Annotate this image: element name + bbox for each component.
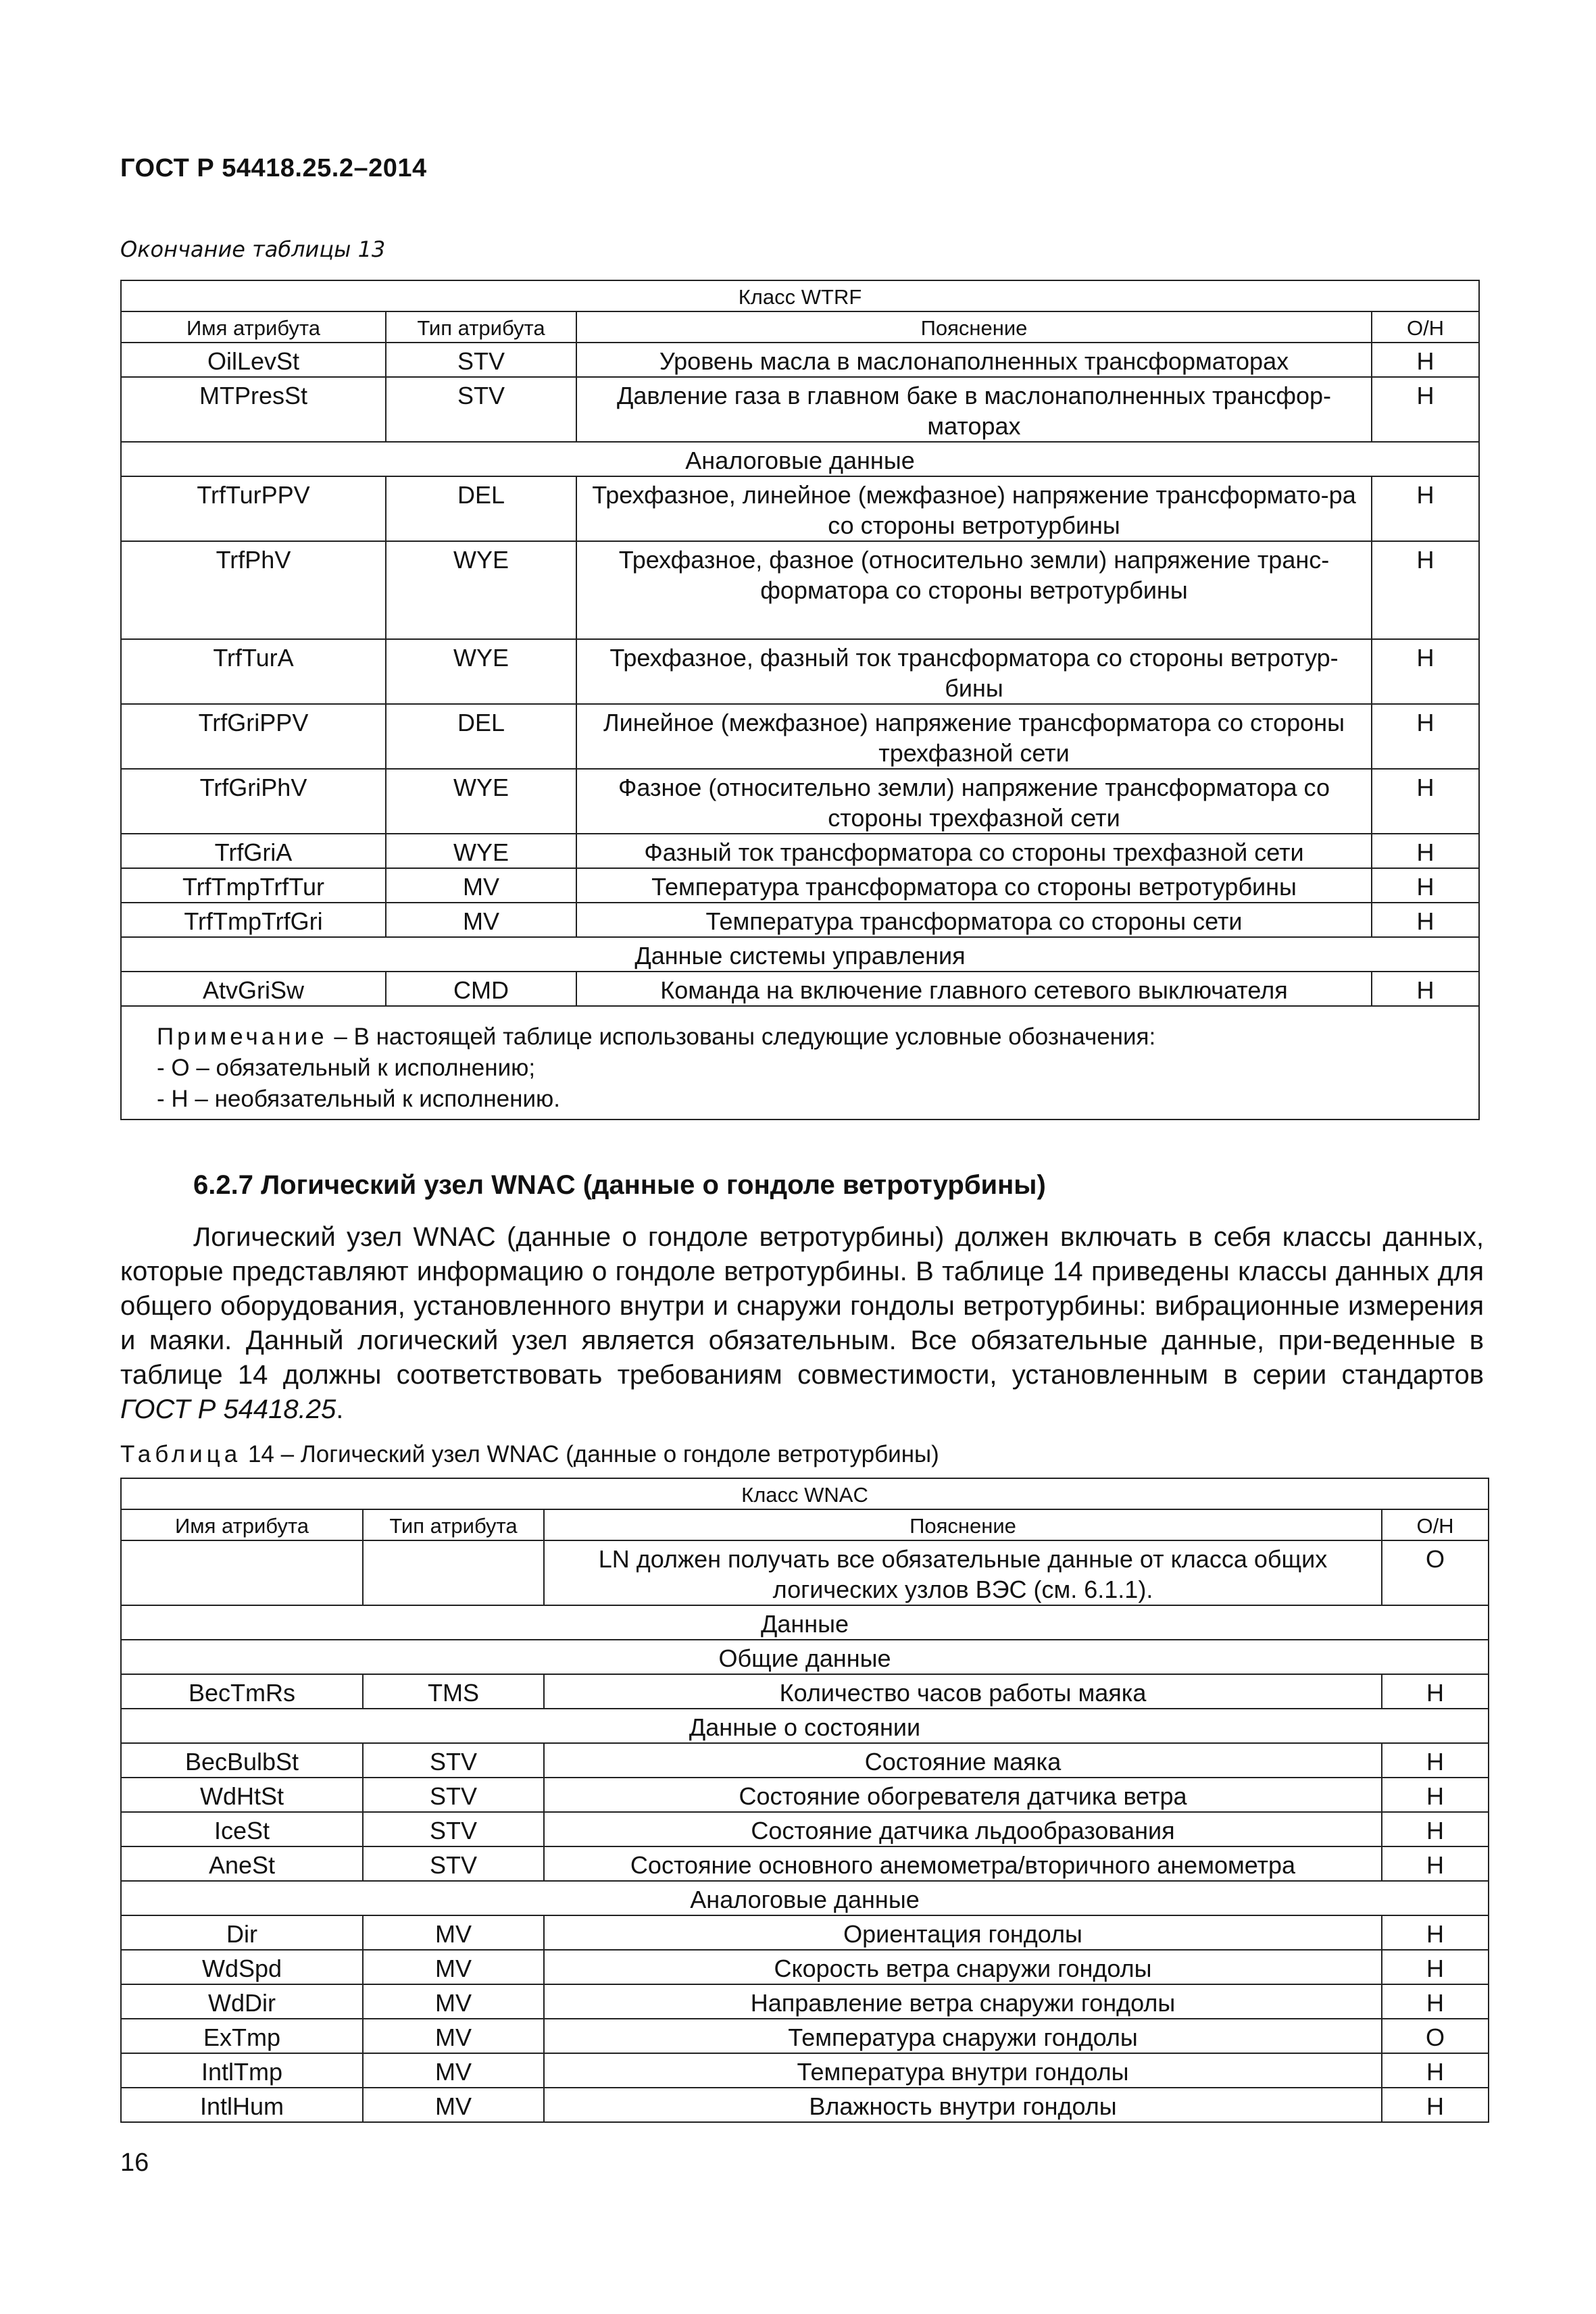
table-row — [121, 834, 1479, 868]
table13-caption: Окончание таблицы 13 — [120, 236, 386, 262]
attr-desc: Температура снаружи гондолы — [544, 2019, 1382, 2053]
attr-mandatory: Н — [1382, 1743, 1489, 1778]
attr-type: STV — [363, 1846, 544, 1881]
attr-type: WYE — [386, 541, 576, 639]
table-row — [121, 1846, 1489, 1881]
attr-type: CMD — [386, 972, 576, 1006]
attr-type: MV — [386, 868, 576, 903]
page-number: 16 — [120, 2148, 149, 2177]
table-row — [121, 1812, 1489, 1846]
attr-type — [363, 1540, 544, 1605]
attr-mandatory: Н — [1372, 476, 1479, 541]
note-line-2: - Н – необязательный к исполнению. — [157, 1086, 560, 1112]
attr-type: MV — [363, 2053, 544, 2088]
note-text: – В настоящей таблице использованы следующие условные обозначения: — [327, 1024, 1156, 1050]
attr-name: TrfGriPhV — [121, 769, 386, 834]
section-row: Данные системы управления — [121, 937, 1479, 972]
attr-desc: Состояние основного анемометра/вторичного анемометра — [544, 1846, 1382, 1881]
attr-desc: Фазный ток трансформатора со стороны трехфазной сети — [576, 834, 1372, 868]
attr-desc: Состояние маяка — [544, 1743, 1382, 1778]
attr-type: STV — [386, 377, 576, 442]
attr-name: TrfTmpTrfGri — [121, 903, 386, 937]
attr-desc: Направление ветра снаружи гондолы — [544, 1984, 1382, 2019]
attr-desc: Ориентация гондолы — [544, 1915, 1382, 1950]
section-row: Данные о состоянии — [121, 1709, 1489, 1743]
attr-type: TMS — [363, 1674, 544, 1709]
table-row — [121, 1778, 1489, 1812]
col-header-name: Имя атрибута — [121, 1509, 363, 1540]
attr-name: IceSt — [121, 1812, 363, 1846]
note-line-1: - О – обязательный к исполнению; — [157, 1055, 536, 1081]
paragraph-text: Логический узел WNAC (данные о гондоле ветротурбины) должен включать в себя классы данных, которые представляют информацию о гондоле ветротурбины. В таблице 14 приведены классы данных для общего оборудования, установленного внутри и снаружи гондолы ветротурбины: вибрационные измерения и маяки. Данный логический узел является обязательным. Все обязательные данные, при-веденные в таблице 14 должны соответствовать требованиям совместимости, установленным в серии стандартов — [120, 1222, 1484, 1390]
attr-type: STV — [363, 1743, 544, 1778]
attr-type: WYE — [386, 639, 576, 704]
attr-name: BecTmRs — [121, 1674, 363, 1709]
col-header-type: Тип атрибута — [363, 1509, 544, 1540]
attr-type: DEL — [386, 704, 576, 769]
attr-type: MV — [363, 2088, 544, 2122]
attr-name: TrfGriPPV — [121, 704, 386, 769]
attr-name: IntlHum — [121, 2088, 363, 2122]
table-row — [121, 343, 1479, 377]
paragraph-end: . — [336, 1394, 344, 1424]
attr-desc: Фазное (относительно земли) напряжение трансформатора со стороны трехфазной сети — [576, 769, 1372, 834]
class-title: Класс WTRF — [121, 280, 1479, 311]
section-paragraph — [120, 1220, 1484, 1427]
col-header-desc: Пояснение — [576, 311, 1372, 343]
table-row — [121, 541, 1479, 639]
attr-type: MV — [363, 2019, 544, 2053]
col-header-mandatory: О/Н — [1372, 311, 1479, 343]
attr-type: MV — [363, 1950, 544, 1984]
attr-type: STV — [363, 1812, 544, 1846]
attr-desc: Трехфазное, линейное (межфазное) напряжение трансформато-ра со стороны ветротурбины — [576, 476, 1372, 541]
attr-desc: Линейное (межфазное) напряжение трансформатора со стороны трехфазной сети — [576, 704, 1372, 769]
attr-type: MV — [363, 1915, 544, 1950]
table-row — [121, 476, 1479, 541]
attr-mandatory: Н — [1372, 868, 1479, 903]
attr-name: TrfPhV — [121, 541, 386, 639]
table-row — [121, 377, 1479, 442]
attr-mandatory: Н — [1372, 377, 1479, 442]
attr-mandatory: Н — [1382, 2053, 1489, 2088]
attr-name — [121, 1540, 363, 1605]
table-14 — [120, 1478, 1489, 2123]
paragraph-ref: ГОСТ Р 54418.25 — [120, 1394, 336, 1424]
attr-name: IntlTmp — [121, 2053, 363, 2088]
attr-name: AneSt — [121, 1846, 363, 1881]
attr-name: BecBulbSt — [121, 1743, 363, 1778]
attr-desc: Состояние датчика льдообразования — [544, 1812, 1382, 1846]
attr-type: DEL — [386, 476, 576, 541]
attr-desc: Температура внутри гондолы — [544, 2053, 1382, 2088]
attr-type: MV — [386, 903, 576, 937]
attr-name: WdHtSt — [121, 1778, 363, 1812]
attr-mandatory: Н — [1372, 541, 1479, 639]
attr-name: TrfGriA — [121, 834, 386, 868]
attr-desc: Температура трансформатора со стороны сети — [576, 903, 1372, 937]
attr-mandatory: Н — [1382, 1846, 1489, 1881]
col-header-type: Тип атрибута — [386, 311, 576, 343]
attr-name: MTPresSt — [121, 377, 386, 442]
table-note — [121, 1006, 1479, 1120]
table-row — [121, 639, 1479, 704]
attr-name: WdDir — [121, 1984, 363, 2019]
table-row — [121, 1674, 1489, 1709]
section-row: Данные — [121, 1605, 1489, 1640]
caption-label: Таблица — [120, 1441, 242, 1467]
section-row: Аналоговые данные — [121, 442, 1479, 476]
table-row — [121, 1950, 1489, 1984]
attr-desc: Температура трансформатора со стороны ветротурбины — [576, 868, 1372, 903]
attr-desc: Трехфазное, фазное (относительно земли) напряжение транс-форматора со стороны ветротурбины — [576, 541, 1372, 639]
attr-mandatory: Н — [1372, 343, 1479, 377]
attr-desc: Скорость ветра снаружи гондолы — [544, 1950, 1382, 1984]
attr-mandatory: О — [1382, 2019, 1489, 2053]
note-label: Примечание — [157, 1024, 328, 1050]
attr-type: STV — [386, 343, 576, 377]
table-row — [121, 1540, 1489, 1605]
attr-type: MV — [363, 1984, 544, 2019]
attr-mandatory: Н — [1382, 1674, 1489, 1709]
attr-mandatory: Н — [1372, 704, 1479, 769]
attr-mandatory: Н — [1372, 769, 1479, 834]
attr-desc: Трехфазное, фазный ток трансформатора со стороны ветротур-бины — [576, 639, 1372, 704]
attr-desc: Состояние обогревателя датчика ветра — [544, 1778, 1382, 1812]
col-header-name: Имя атрибута — [121, 311, 386, 343]
attr-mandatory: Н — [1372, 903, 1479, 937]
table-row — [121, 2019, 1489, 2053]
attr-mandatory: Н — [1372, 834, 1479, 868]
caption-text: 14 – Логический узел WNAC (данные о гондоле ветротурбины) — [241, 1441, 939, 1467]
attr-name: TrfTmpTrfTur — [121, 868, 386, 903]
attr-type: WYE — [386, 834, 576, 868]
table-row — [121, 2053, 1489, 2088]
attr-desc: Количество часов работы маяка — [544, 1674, 1382, 1709]
attr-type: WYE — [386, 769, 576, 834]
col-header-desc: Пояснение — [544, 1509, 1382, 1540]
attr-mandatory: Н — [1372, 639, 1479, 704]
attr-mandatory: Н — [1372, 972, 1479, 1006]
table-row — [121, 868, 1479, 903]
table14-caption — [120, 1441, 939, 1468]
table-13 — [120, 280, 1480, 1120]
attr-desc: Команда на включение главного сетевого выключателя — [576, 972, 1372, 1006]
attr-name: TrfTurA — [121, 639, 386, 704]
table-row — [121, 1915, 1489, 1950]
attr-name: TrfTurPPV — [121, 476, 386, 541]
table-row — [121, 704, 1479, 769]
table-row — [121, 2088, 1489, 2122]
attr-mandatory: Н — [1382, 1812, 1489, 1846]
standard-code: ГОСТ Р 54418.25.2–2014 — [120, 154, 427, 182]
attr-mandatory: Н — [1382, 1984, 1489, 2019]
attr-name: ExTmp — [121, 2019, 363, 2053]
attr-desc: Влажность внутри гондолы — [544, 2088, 1382, 2122]
attr-mandatory: Н — [1382, 1950, 1489, 1984]
col-header-mandatory: О/Н — [1382, 1509, 1489, 1540]
class-title: Класс WNAC — [121, 1478, 1489, 1509]
attr-name: Dir — [121, 1915, 363, 1950]
attr-mandatory: Н — [1382, 1778, 1489, 1812]
attr-type: STV — [363, 1778, 544, 1812]
attr-mandatory: Н — [1382, 2088, 1489, 2122]
attr-mandatory: Н — [1382, 1915, 1489, 1950]
table-row — [121, 1984, 1489, 2019]
attr-desc: Давление газа в главном баке в маслонаполненных трансфор-маторах — [576, 377, 1372, 442]
attr-name: OilLevSt — [121, 343, 386, 377]
attr-name: AtvGriSw — [121, 972, 386, 1006]
table-row — [121, 1743, 1489, 1778]
attr-name: WdSpd — [121, 1950, 363, 1984]
table-row — [121, 972, 1479, 1006]
section-heading: 6.2.7 Логический узел WNAC (данные о гондоле ветротурбины) — [193, 1170, 1046, 1200]
table-row — [121, 903, 1479, 937]
table-row — [121, 769, 1479, 834]
attr-desc: LN должен получать все обязательные данные от класса общих логических узлов ВЭС (см. 6.1.1). — [544, 1540, 1382, 1605]
section-row: Общие данные — [121, 1640, 1489, 1674]
section-row: Аналоговые данные — [121, 1881, 1489, 1915]
attr-desc: Уровень масла в маслонаполненных трансформаторах — [576, 343, 1372, 377]
attr-mandatory: О — [1382, 1540, 1489, 1605]
